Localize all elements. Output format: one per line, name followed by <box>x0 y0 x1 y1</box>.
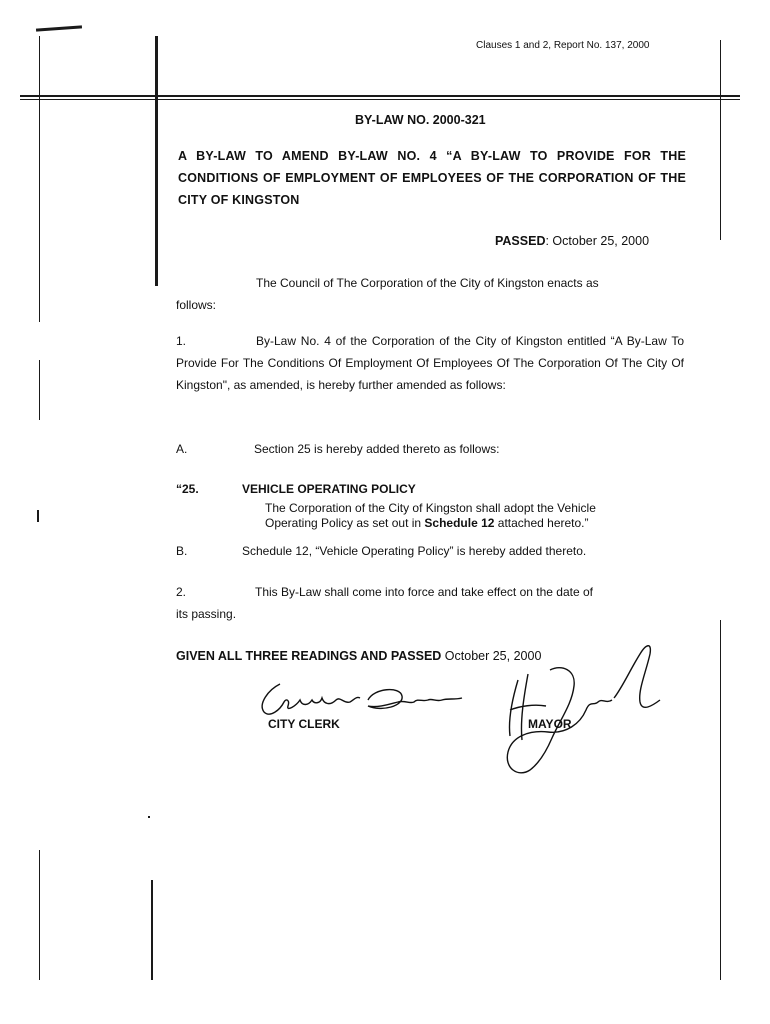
scan-speck-2 <box>148 816 150 818</box>
enacting-line-2: follows: <box>176 298 217 312</box>
mayor-label: MAYOR <box>528 717 572 731</box>
page-break-rule <box>20 95 740 97</box>
bylaw-number-title: BY-LAW NO. 2000-321 <box>355 113 486 127</box>
left-margin-line-3 <box>39 850 40 980</box>
item-a-text: Section 25 is hereby added thereto as follows: <box>254 442 500 456</box>
bylaw-heading: A BY-LAW TO AMEND BY-LAW NO. 4 “A BY-LAW TO PROVIDE FOR THE CONDITIONS OF EMPLOYMENT OF EMPLOYEES OF THE CORPORATION OF THE CITY OF KINGSTON <box>178 149 686 207</box>
fold-line-left <box>155 36 158 286</box>
passed-date: : October 25, 2000 <box>545 234 650 248</box>
city-clerk-label: CITY CLERK <box>268 717 340 731</box>
item-b-text: Schedule 12, “Vehicle Operating Policy” is hereby added thereto. <box>242 544 587 558</box>
enacting-line-1: The Council of The Corporation of the City of Kingston enacts as <box>256 276 599 290</box>
page-break-rule-2 <box>20 99 740 100</box>
schedule-12-ref: Schedule 12 <box>424 516 495 530</box>
clause-reference: Clauses 1 and 2, Report No. 137, 2000 <box>476 40 650 51</box>
right-margin-line <box>720 40 721 240</box>
left-margin-line-2 <box>39 360 40 420</box>
section-2-number: 2. <box>176 585 187 599</box>
section-25-title: VEHICLE OPERATING POLICY <box>242 482 416 496</box>
mayor-signature <box>490 640 670 780</box>
scan-speck <box>37 510 39 522</box>
section-2-line-1: This By-Law shall come into force and take effect on the date of <box>255 585 593 599</box>
section-1-text: By-Law No. 4 of the Corporation of the City of Kingston entitled “A By-Law To Provide For The Conditions Of Employment Of Employees Of The Corporation Of The City Of Kingston", as amended, is hereby further amended as follows: <box>176 334 684 392</box>
given-label: GIVEN ALL THREE READINGS AND PASSED <box>176 649 442 663</box>
given-date: October 25, 2000 <box>444 649 542 663</box>
section-25-text-line-1: The Corporation of the City of Kingston shall adopt the Vehicle <box>265 501 596 515</box>
fold-line-left-lower <box>151 880 153 980</box>
given-line <box>176 648 541 664</box>
passed-line <box>495 233 649 249</box>
item-a-label: A. <box>176 442 188 456</box>
section-25-text-line-2 <box>265 515 589 531</box>
section-2-line-2: its passing. <box>176 607 237 621</box>
left-margin-line <box>39 36 40 322</box>
item-b-label: B. <box>176 544 188 558</box>
scan-mark-top-left <box>36 25 82 31</box>
right-margin-line-2 <box>720 620 721 980</box>
section-1-number: 1. <box>176 334 187 348</box>
section-25-text-post: attached hereto.” <box>494 516 589 530</box>
section-25-number: “25. <box>176 482 199 496</box>
passed-label: PASSED <box>495 234 546 248</box>
section-25-text-pre: Operating Policy as set out in <box>265 516 425 530</box>
